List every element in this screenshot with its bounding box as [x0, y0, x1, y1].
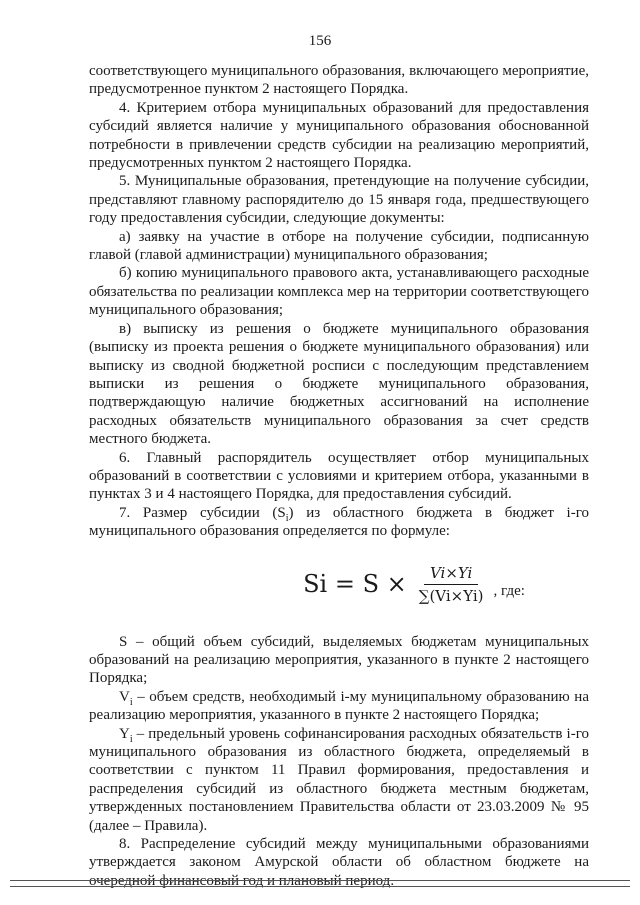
paragraph: S – общий объем субсидий, выделяемых бюджетам муниципальных образований на реализацию мероприятия, указанного в пункте 2 настоящего Порядка;: [89, 633, 589, 687]
paragraph: а) заявку на участие в отборе на получение субсидии, подписанную главой (главой администрации) муниципального образования;: [89, 228, 589, 264]
paragraph-text: – объем средств, необходимый i-му муниципальному образованию на реализацию мероприятия, указанного в пункте 2 настоящего Порядка;: [89, 688, 589, 724]
paragraph: 4. Критерием отбора муниципальных образований для предоставления субсидий является наличие у муниципального образования обоснованной потребности в привлечении средств субсидии на реализацию мероприятий, предусмотренных пунктом 2 настоящего Порядка.: [89, 99, 589, 172]
paragraph-text: Y: [119, 725, 130, 742]
formula-denominator: ∑(Vi×Yi): [418, 587, 484, 606]
paragraph: в) выписку из решения о бюджете муниципального образования (выписку из проекта решения о бюджете муниципального образования) или выписку из сводной бюджетной росписи с последующим представлением выписки из решения о бюджете муниципального образования, подтверждающую наличие бюджетных ассигнований на исполнение расходных обязательств муниципального образования за счет средств местного бюджета.: [89, 320, 589, 448]
paragraph-text: 7. Размер субсидии (S: [119, 504, 286, 521]
paragraph: соответствующего муниципального образования, включающего мероприятие, предусмотренное пунктом 2 настоящего Порядка.: [89, 63, 589, 98]
paragraph: [89, 725, 589, 835]
scan-edge-line: [10, 886, 630, 887]
paragraph: [89, 504, 589, 541]
paragraph: 6. Главный распорядитель осуществляет отбор муниципальных образований в соответствии с условиями и критерием отбора, указанными в пунктах 3 и 4 настоящего Порядка, для предоставления субсидий.: [89, 449, 589, 503]
paragraph: 8. Распределение субсидий между муниципальными образованиями утверждается законом Амурской области об областном бюджете на очередной финансовый год и плановый период.: [89, 836, 589, 889]
subscript: i: [285, 512, 289, 524]
scan-edge-line: [10, 880, 630, 881]
paragraph: [89, 688, 589, 725]
formula-numerator: Vi×Yi: [424, 564, 478, 585]
subscript: i: [129, 733, 133, 745]
formula-fraction: [415, 564, 488, 606]
formula-lhs: Si = S ×: [303, 570, 407, 599]
paragraph: б) копию муниципального правового акта, устанавливающего расходные обязательства по реализации комплекса мер на территории соответствующего муниципального образования;: [89, 265, 589, 319]
paragraph-text: ) из областного бюджета в бюджет i-го муниципального образования определяется по формуле:: [89, 504, 589, 540]
document-body: [89, 62, 589, 890]
page-number: 156: [308, 33, 332, 49]
paragraph-text: – предельный уровень софинансирования расходных обязательств i-го муниципального образования из областного бюджета, определяемый в соответствии с пунктом 11 Правил формирования, предоставления и распределения субсидий из областного бюджета местным бюджетам, утвержденных постановлением Правительства области от 23.03.2009 № 95 (далее – Правила).: [89, 725, 589, 834]
subsidy-formula: [239, 559, 589, 611]
formula-suffix: , где:: [493, 583, 525, 600]
paragraph: 5. Муниципальные образования, претендующие на получение субсидии, представляют главному распорядителю до 15 января года, предшествующего году предоставления субсидии, следующие документы:: [89, 173, 589, 227]
paragraph-text: V: [119, 688, 130, 705]
subscript: i: [129, 696, 133, 708]
